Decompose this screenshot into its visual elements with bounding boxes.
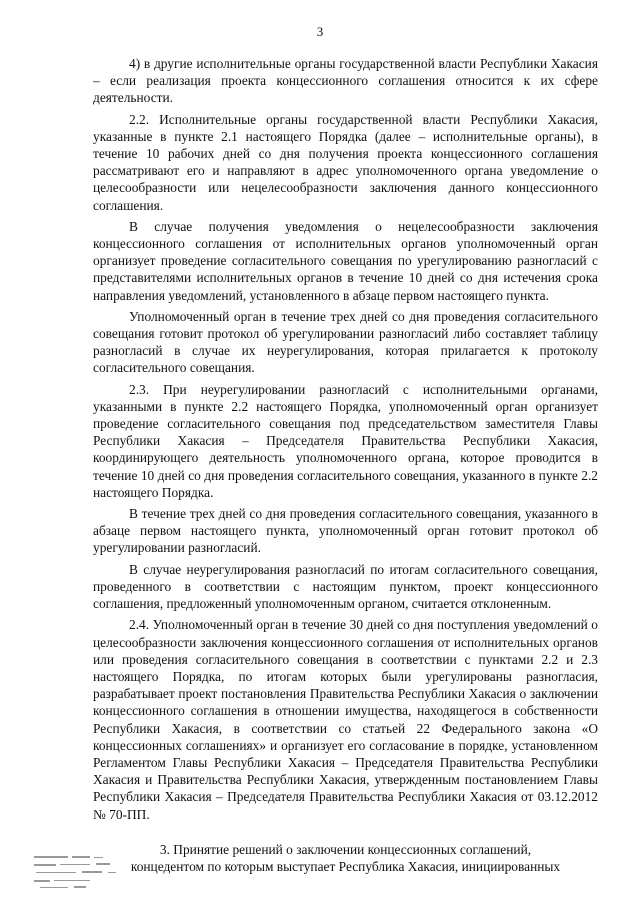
section-heading-line: 3. Принятие решений о заключении концессионных соглашений, (159, 841, 532, 857)
paragraph: В случае получения уведомления о нецелесообразности заключения концессионного соглашения от исполнительных органов уполномоченный орган организует проведение согласительного совещания по урегулированию разногласий с представителями исполнительных органов в течение 10 дней со дня истечения срока направления уведомлений, установленного в абзаце первом настоящего пункта. (93, 218, 598, 303)
page-number: 3 (316, 24, 324, 39)
paragraph: 4) в другие исполнительные органы государственной власти Республики Хакасия – если реализация проекта концессионного соглашения относится к их сфере деятельности. (93, 56, 598, 106)
document-body (93, 55, 598, 875)
paragraph: 2.4. Уполномоченный орган в течение 30 дней со дня поступления уведомлений о целесообразности заключения концессионного соглашения от исполнительных органов или проведения согласительного совещания в соответствии с пунктами 2.2 и 2.3 настоящего Порядка, по итогам которых были урегулированы разногласия, разрабатывает проект постановления Правительства Республики Хакасия о заключении концессионного соглашения в отношении имущества, находящегося в собственности Республики Хакасия, в соответствии со статьей 22 Федерального закона «О концессионных соглашениях» и организует его согласование в порядке, установленном Регламентом Главы Республики Хакасия – Председателя Правительства Республики Хакасия и Правительства Республики Хакасия, утвержденным постановлением Главы Республики Хакасия – Председателя Правительства Республики Хакасия от 03.12.2012 № 70-ПП. (93, 617, 598, 822)
paragraph: В случае неурегулирования разногласий по итогам согласительного совещания, проведенного в соответствии с настоящим пунктом, проект концессионного соглашения, предложенный уполномоченным органом, считается отклоненным. (93, 561, 598, 612)
paragraph: 2.3. При неурегулировании разногласий с исполнительными органами, указанными в пункте 2.2 настоящего Порядка, уполномоченный орган организует проведение согласительного совещания под председательством заместителя Главы Республики Хакасия – Председателя Правительства Республики Хакасия, координирующего деятельность уполномоченного органа, которое проводится в течение 10 дней со дня проведения согласительного совещания, указанного в пункте 2.2 настоящего Порядка. (93, 381, 598, 500)
scan-artifact (32, 852, 140, 894)
paragraph: В течение трех дней со дня проведения согласительного совещания, указанного в абзаце первом настоящего пункта, уполномоченный орган готовит протокол об урегулировании разногласий. (93, 506, 598, 556)
section-heading-line: концедентом по которым выступает Республика Хакасия, инициированных (130, 858, 561, 874)
paragraph: Уполномоченный орган в течение трех дней со дня проведения согласительного совещания готовит протокол об урегулировании разногласий либо составляет таблицу разногласий в случае их неурегулирования, которая прилагается к протоколу согласительного совещания. (93, 308, 598, 376)
paragraph: 2.2. Исполнительные органы государственной власти Республики Хакасия, указанные в пункте 2.1 настоящего Порядка (далее – исполнительные органы), в течение 10 рабочих дней со дня получения проекта концессионного соглашения рассматривают его и направляют в адрес уполномоченного органа уведомление о целесообразности или нецелесообразности заключения данного концессионного соглашения. (93, 111, 598, 213)
section-heading (93, 841, 598, 875)
